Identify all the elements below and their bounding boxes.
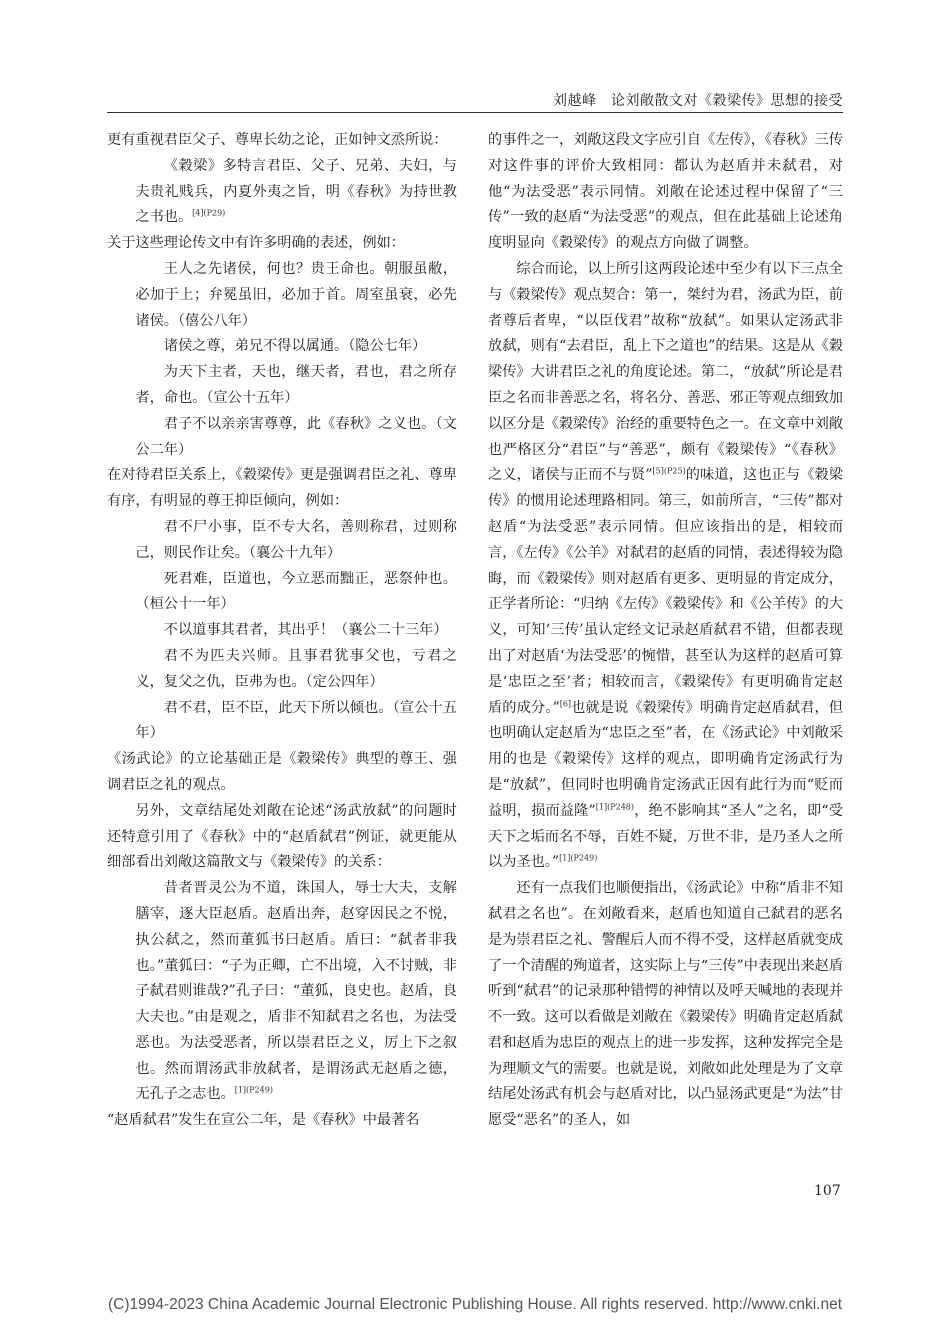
- block-quote: 不以道事其君者，其出乎！（襄公二十三年）: [163, 622, 448, 639]
- block-quote: 《穀梁》多特言君臣、父子、兄弟、夫妇，与夫贵礼贱兵，内夏外夷之旨，明《春秋》为持世教之书也。$^{[4](P29)}$: [135, 157, 457, 226]
- right-column: [488, 128, 843, 1134]
- block-quote: 君不为匹夫兴师。且事君犹事父也，亏君之义，复父之仇，臣弗为也。（定公四年）: [135, 647, 457, 690]
- citation[interactable]: [5](P25): [652, 466, 686, 476]
- running-title: 刘越峰 论刘敞散文对《穀梁传》思想的接受: [553, 93, 843, 109]
- body-paragraph: “赵盾弑君”发生在宣公二年，是《春秋》中最著名: [107, 1112, 420, 1129]
- block-quote: 为天下主者，天也，继天者，君也，君之所存者，命也。（宣公十五年）: [135, 364, 457, 406]
- citation[interactable]: [4](P29): [192, 208, 226, 218]
- citation[interactable]: [6]: [559, 698, 572, 708]
- body-paragraph: 关于这些理论传文中有许多明确的表述，例如：: [107, 235, 405, 252]
- body-paragraph: 《汤武论》的立论基础正是《穀梁传》典型的尊王、强调君臣之礼的观点。: [107, 751, 457, 793]
- block-quote: 王人之先诸侯，何也？贵王命也。朝服虽敝，必加于上；弁冕虽旧，必加于首。周室虽衰，必先诸侯。（僖公八年）: [135, 260, 457, 329]
- citation[interactable]: [1](P249): [559, 853, 598, 863]
- body-paragraph: 更有重视君臣父子、尊卑长幼之论，正如钟文烝所说：: [107, 132, 448, 148]
- block-quote: 君不君，臣不臣，此天下所以倾也。（宣公十五年）: [135, 699, 457, 742]
- block-quote: 死君难，臣道也，今立恶而黜正，恶祭仲也。（桓公十一年）: [135, 570, 457, 613]
- running-header: [107, 88, 843, 113]
- body-paragraph: 另外，文章结尾处刘敞在论述“汤武放弑”的问题时还特意引用了《春秋》中的“赵盾弑君”例证，就更能从细部看出刘敞这篇散文与《穀梁传》的关系：: [107, 802, 457, 871]
- block-quote: 君不尸小事，臣不专大名，善则称君，过则称己，则民作让矣。（襄公十九年）: [135, 518, 457, 561]
- left-column: [107, 128, 457, 1134]
- citation[interactable]: [1](P248): [595, 801, 635, 811]
- block-quote: 诸侯之尊，弟兄不得以属通。（隐公七年）: [163, 338, 427, 355]
- body-paragraph: 还有一点我们也顺便指出，《汤武论》中称“盾非不知弑君之名也”。在刘敞看来，赵盾也知道自己弑君的恶名是为崇君臣之礼、警醒后人而不得不受，这样赵盾就变成了一个清醒的殉道者，这实际上与“三传”中表现出来赵盾听到“弑君”的记录那种错愕的神情以及呼天喊地的表现并不一致。这可以看做是刘敞在《穀梁传》明确肯定赵盾弑君和赵盾为忠臣的观点上的进一步发挥，这种发挥完全是为理顺文气的需要。也就是说，刘敞如此处理是为了文章结尾处汤武有机会与赵盾对比，以凸显汤武更是“为法”甘愿受“恶名”的圣人，如: [488, 880, 844, 1129]
- block-quote: 君子不以亲亲害尊尊，此《春秋》之义也。（文公二年）: [135, 415, 457, 458]
- block-quote: 昔者晋灵公为不道，诛国人，辱士大夫，支解膳宰，逐大臣赵盾。赵盾出奔，赵穿因民之不悦，执公弑之，然而董狐书曰赵盾。盾曰：“弑者非我也。”董狐曰：“子为正卿，亡不出境，入不讨贼，非子弑君则谁哉?”孔子曰：“董狐，良史也。赵盾，良大夫也。”由是观之，盾非不知弑君之名也，为法受恶也。为法受恶者，所以崇君臣之义，厉上下之叙也。然而谓汤武非放弑者，是谓汤武无赵盾之德，无孔子之志也。$^{[1](P249)}$: [135, 880, 457, 1103]
- body-paragraph: 综合而论，以上所引这两段论述中至少有以下三点全与《穀梁传》观点契合：第一，桀纣为君，汤武为臣，前者尊后者卑，“以臣伐君”故称“放弑”。如果认定汤武非放弑，则有“去君臣，乱上下之道也”的结果。这是从《穀梁传》大讲君臣之礼的角度论述。第二，“放弑”所论是君臣之名而非善恶之名，将名分、善恶、邪正等观点细致加以区分是《穀梁传》治经的重要特色之一。在文章中刘敞也严格区分“君臣”与“善恶”，颇有《穀梁传》“《春秋》之义，诸侯与正而不与贤”$^{[5](P25)}$的味道，这也正与《穀梁传》的惯用论述理路相同。第三，如前所言，“三传”都对赵盾“为法受恶”表示同情。但应该指出的是，相较而言，《左传》《公羊》对弑君的赵盾的同情，表述得较为隐晦，而《穀梁传》则对赵盾有更多、更明显的肯定成分，正学者所论：“归纳《左传》《穀梁传》和《公羊传》的大义，可知‘三传’虽认定经文记录赵盾弑君不错，但都表现出了对赵盾‘为法受恶’的惋惜，甚至认为这样的赵盾可算是‘忠臣之至’者；相较而言，《穀梁传》有更明确肯定赵盾的成分。”[6]也就是说《穀梁传》明确肯定赵盾弑君，但也明确认定赵盾为“忠臣之至”者，在《汤武论》中刘敞采用的也是《穀梁传》这样的观点，即明确肯定汤武行为是“放弑”，但同时也明确肯定汤武正因有此行为而“贬而益明，损而益隆”$^{[1](P248)}$，绝不影响其“圣人”之名，即“受天下之垢而名不辱，百姓不疑，万世不非，是乃圣人之所以为圣也。”$^{[1](P249)}$: [488, 260, 844, 871]
- body-paragraph: 的事件之一，刘敞这段文字应引自《左传》，《春秋》三传对这件事的评价大致相同：都认为赵盾并未弑君，对他“为法受恶”表示同情。刘敞在论述过程中保留了“三传”一致的赵盾“为法受恶”的观点，但在此基础上论述角度明显向《穀梁传》的观点方向做了调整。: [488, 132, 843, 252]
- citation[interactable]: [1](P249): [234, 1085, 273, 1095]
- copyright-watermark: (C)1994-2023 China Academic Journal Electronic Publishing House. All rights reserved. http://www.cnki.net: [107, 1296, 843, 1313]
- body-paragraph: 在对待君臣关系上，《穀梁传》更是强调君臣之礼、尊卑有序，有明显的尊王抑臣倾向，例如：: [107, 467, 457, 510]
- page-number: 107: [814, 1183, 841, 1199]
